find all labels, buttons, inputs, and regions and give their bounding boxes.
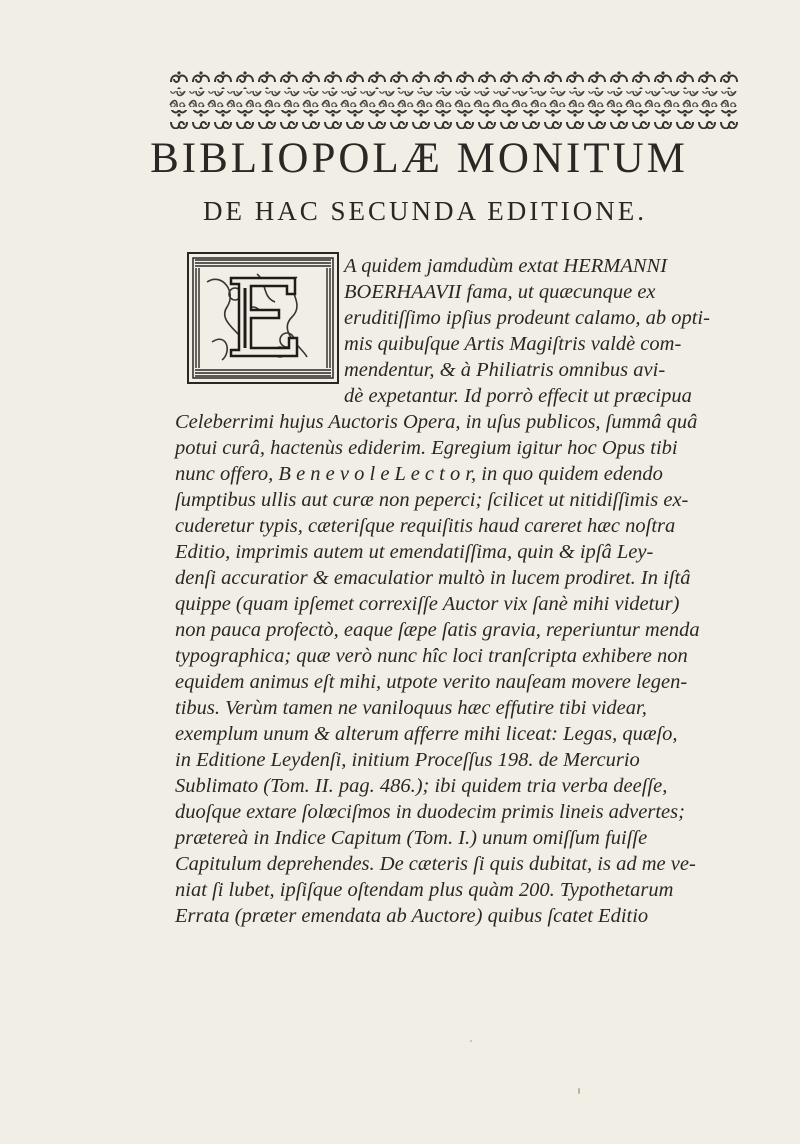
- text-line: typographica; quæ verò nunc hîc loci tranſcripta exhibere non: [175, 645, 688, 667]
- paper-speck: [578, 1088, 580, 1094]
- text-line: A quidem jamdudùm extat HERMANNI: [344, 255, 668, 277]
- text-line: potui curâ, hactenùs ediderim. Egregium igitur hoc Opus tibi: [175, 437, 678, 459]
- text-line: prætereà in Indice Capitum (Tom. I.) unum omiſſum fuiſſe: [175, 827, 648, 849]
- text-line: duoſque extare ſolœciſmos in duodecim primis lineis advertes;: [175, 801, 685, 823]
- text-line: Sublimato (Tom. II. pag. 486.); ibi quidem tria verba deeſſe,: [175, 775, 668, 797]
- text-line: in Editione Leydenſi, initium Proceſſus 198. de Mercurio: [175, 749, 640, 771]
- text-line: Celeberrimi hujus Auctoris Opera, in uſus publicos, ſummâ quâ: [175, 411, 698, 433]
- floral-band-ornament-icon: [168, 70, 738, 132]
- paper-speck: [470, 1040, 472, 1042]
- text-line: exemplum unum & alterum afferre mihi liceat: Legas, quæſo,: [175, 723, 678, 745]
- text-line: BOERHAAVII fama, ut quæcunque ex: [344, 281, 656, 303]
- text-line: non pauca profectò, eaque ſæpe ſatis gravia, reperiuntur menda: [175, 619, 700, 641]
- text-line: tibus. Verùm tamen ne vaniloquus hæc effutire tibi videar,: [175, 697, 647, 719]
- text-line: dè expetantur. Id porrò effecit ut præcipua: [344, 385, 692, 407]
- text-line: quippe (quam ipſemet correxiſſe Auctor vix ſanè mihi videtur): [175, 593, 680, 615]
- decorated-initial: [187, 252, 339, 384]
- text-line: ſumptibus ullis aut curæ non peperci; ſcilicet ut nitidiſſimis ex-: [175, 489, 689, 511]
- text-line: Errata (præter emendata ab Auctore) quibus ſcatet Editio: [175, 905, 649, 927]
- text-line: equidem animus eſt mihi, utpote verito nauſeam movere legen-: [175, 671, 688, 693]
- headpiece-ornament: [168, 70, 738, 132]
- text-line: Capitulum deprehendes. De cæteris ſi quis dubitat, is ad me ve-: [175, 853, 696, 875]
- text-line: cuderetur typis, cæteriſque requiſitis haud careret hæc noſtra: [175, 515, 676, 537]
- text-line: nunc offero, B e n e v o l e L e c t o r, in quo quidem edendo: [175, 463, 663, 485]
- text-line: eruditiſſimo ipſius prodeunt calamo, ab opti-: [344, 307, 710, 329]
- page-title: BIBLIOPOLÆ MONITUM: [150, 135, 688, 182]
- text-line: mendentur, & à Philiatris omnibus avi-: [344, 359, 666, 381]
- decorated-initial-e-icon: [187, 252, 339, 384]
- text-line: mis quibuſque Artis Magiſtris valdè com-: [344, 333, 682, 355]
- text-line: niat ſi lubet, ipſiſque oſtendam plus quàm 200. Typothetarum: [175, 879, 674, 901]
- page-subtitle: DE HAC SECUNDA EDITIONE.: [203, 196, 647, 226]
- text-line: denſi accuratior & emaculatior multò in lucem prodiret. In iſtâ: [175, 567, 691, 589]
- text-line: Editio, imprimis autem ut emendatiſſima, quin & ipſâ Ley-: [175, 541, 654, 563]
